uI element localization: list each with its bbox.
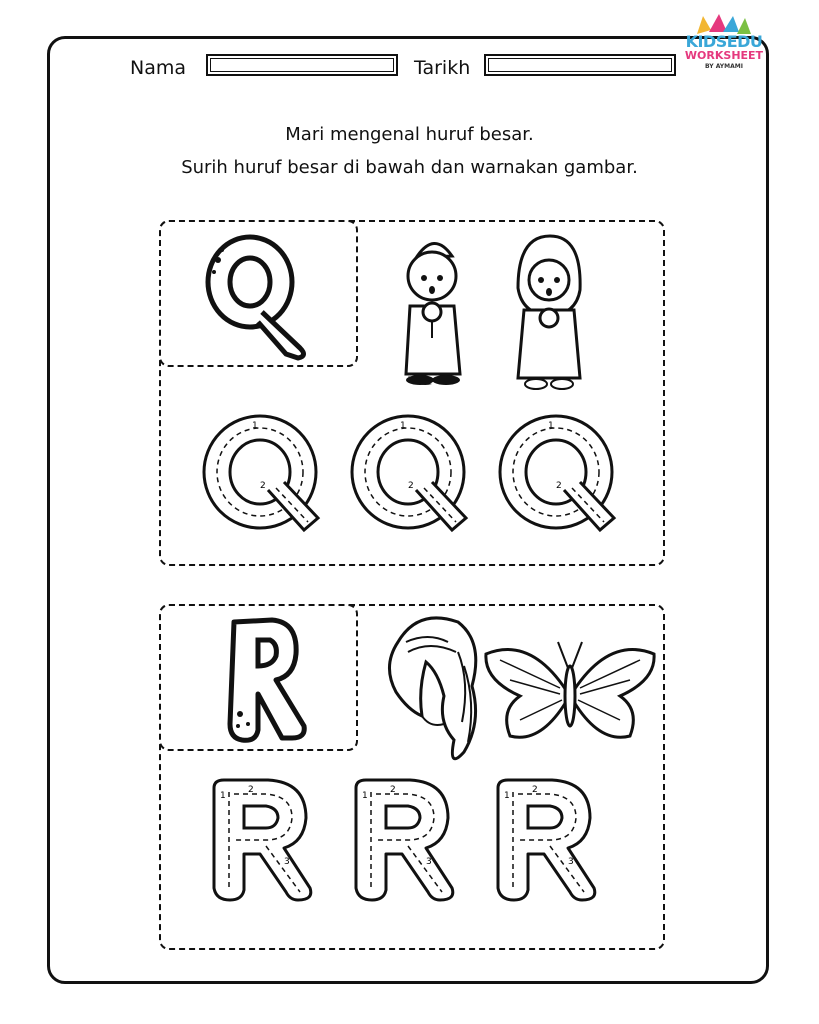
- trace-letter-q-2[interactable]: [348, 410, 478, 540]
- stroke-number: 2: [408, 481, 414, 491]
- stroke-number: 2: [556, 481, 562, 491]
- trace-letter-r-2[interactable]: [352, 776, 462, 906]
- stroke-number: 1: [504, 791, 510, 801]
- instruction-line-1: Mari mengenal huruf besar.: [285, 124, 534, 145]
- bubble-letter-q: [200, 230, 320, 360]
- stroke-number: 1: [548, 421, 554, 431]
- trace-letter-q-3[interactable]: [496, 410, 626, 540]
- trace-letter-r-1[interactable]: [210, 776, 320, 906]
- date-field[interactable]: [484, 54, 676, 76]
- stroke-number: 3: [284, 857, 290, 867]
- name-label: Nama: [130, 57, 187, 79]
- stroke-number: 2: [532, 785, 538, 795]
- stroke-number: 1: [400, 421, 406, 431]
- stroke-number: 2: [390, 785, 396, 795]
- instruction-line-2: Surih huruf besar di bawah dan warnakan gambar.: [181, 157, 638, 178]
- stroke-number: 1: [252, 421, 258, 431]
- kidsedu-logo: [683, 12, 765, 80]
- stroke-number: 3: [568, 857, 574, 867]
- date-label: Tarikh: [414, 57, 471, 79]
- girl-icon: [510, 232, 590, 392]
- butterfly-icon: [480, 640, 660, 750]
- stroke-number: 1: [362, 791, 368, 801]
- logo-line2: WORKSHEET: [684, 49, 764, 62]
- bubble-letter-r: [222, 614, 322, 744]
- trace-letter-q-1[interactable]: [200, 410, 330, 540]
- trace-letter-r-3[interactable]: [494, 776, 604, 906]
- logo-line1: KIDSEDU: [685, 32, 763, 51]
- name-field[interactable]: [206, 54, 398, 76]
- boy-icon: [394, 228, 474, 388]
- stroke-number: 2: [260, 481, 266, 491]
- logo-line3: BY AYMAMI: [705, 63, 743, 70]
- stroke-number: 2: [248, 785, 254, 795]
- stroke-number: 3: [426, 857, 432, 867]
- hair-icon: [378, 612, 488, 772]
- stroke-number: 1: [220, 791, 226, 801]
